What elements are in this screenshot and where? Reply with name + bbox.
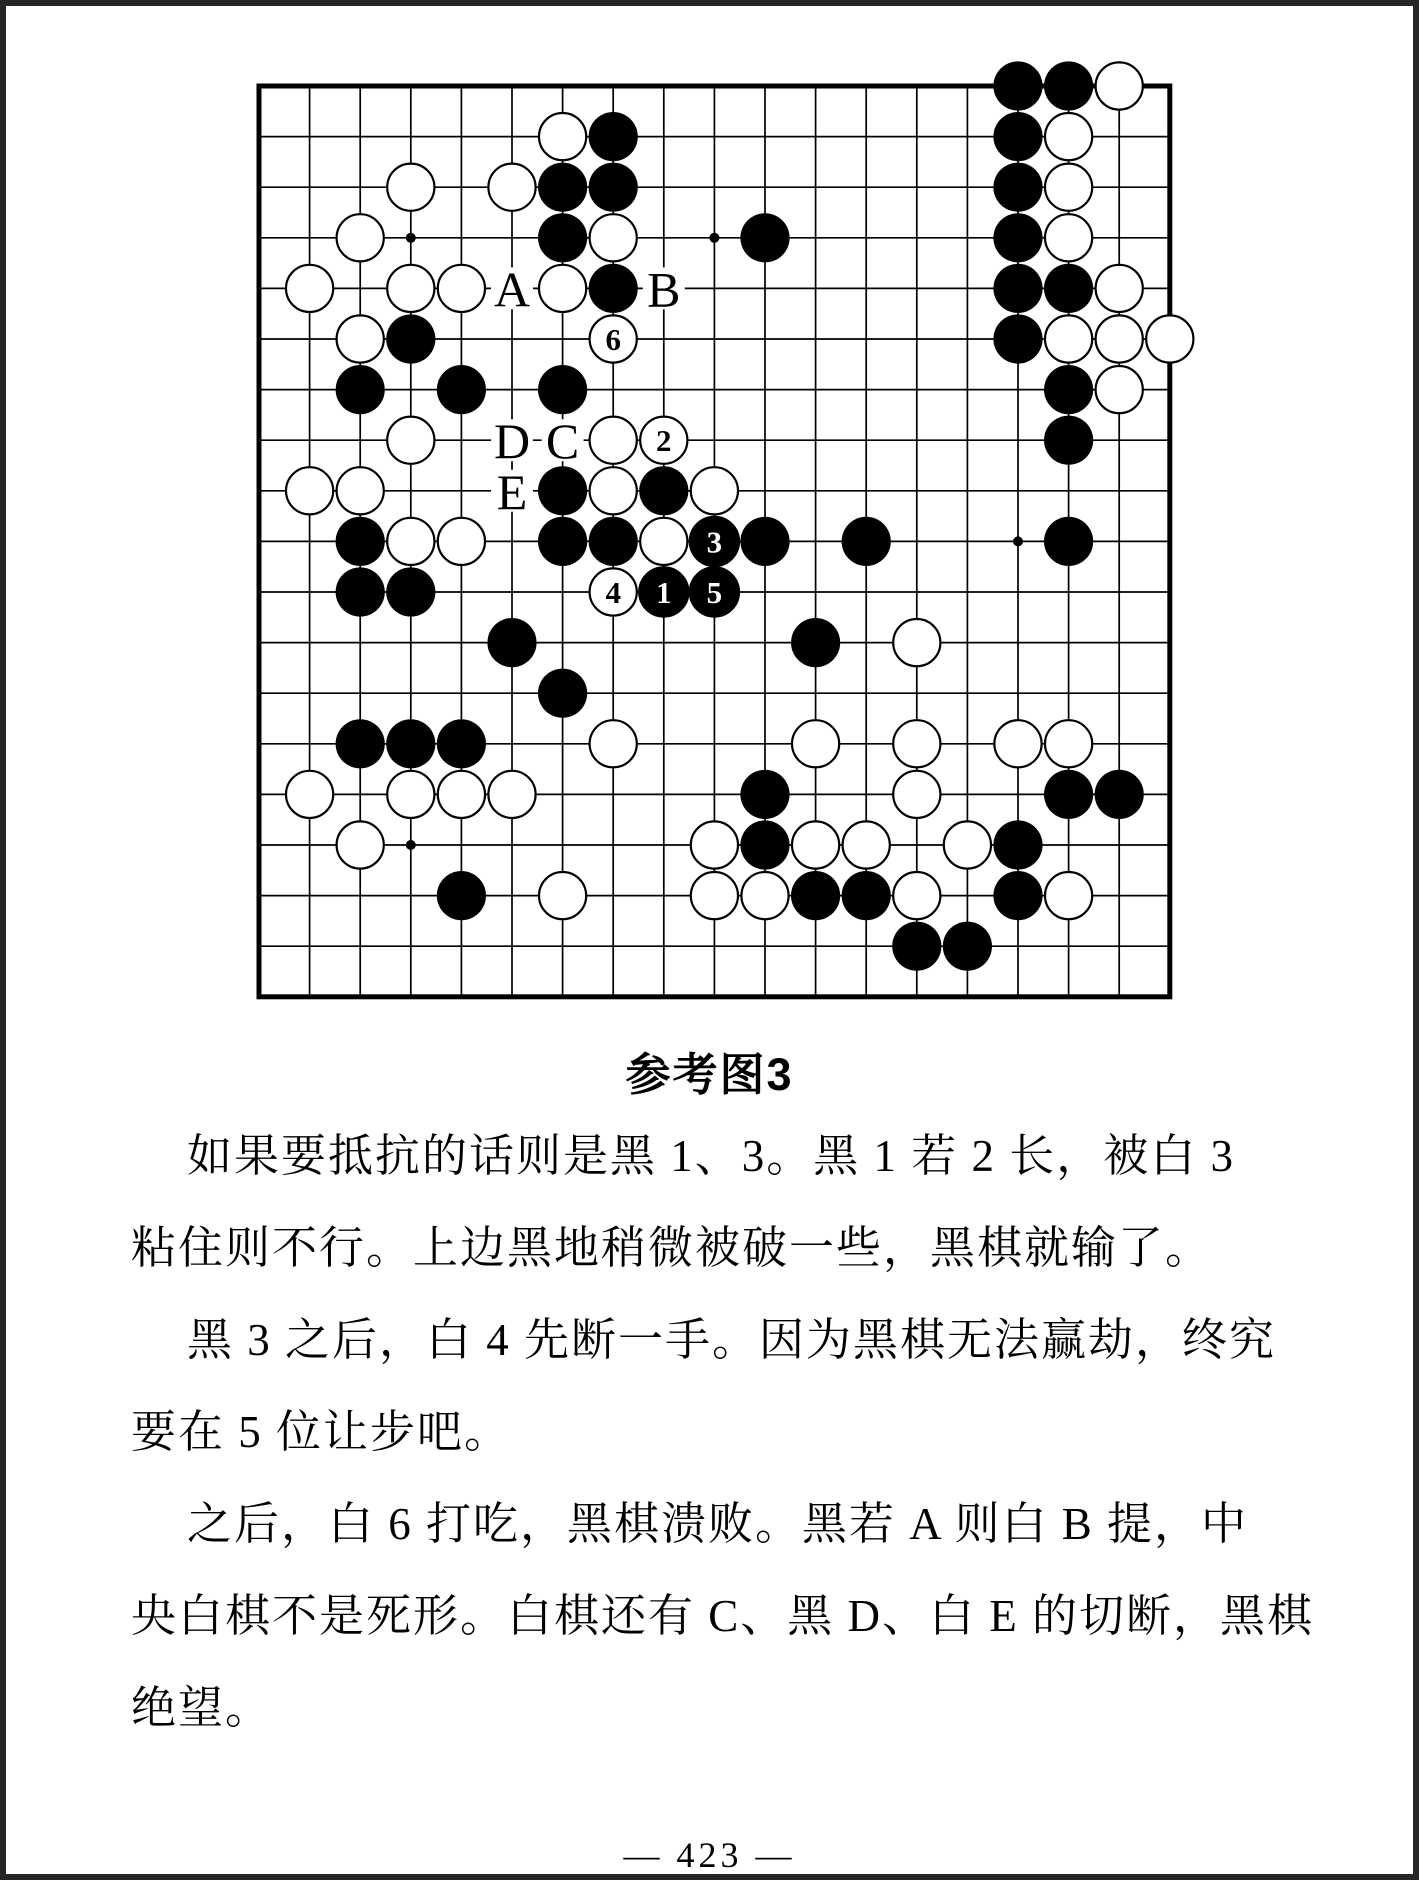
black-stone <box>538 163 587 212</box>
white-stone <box>438 518 485 565</box>
white-stone <box>337 467 384 514</box>
white-stone <box>387 265 434 312</box>
page-number: — 423 — <box>623 1835 796 1875</box>
white-stone <box>337 315 384 362</box>
point-label: C <box>545 413 580 470</box>
black-stone <box>336 719 385 768</box>
black-stone <box>791 618 840 667</box>
black-stone <box>589 163 638 212</box>
black-stone <box>842 871 891 920</box>
white-stone <box>1045 720 1092 767</box>
black-stone <box>1044 517 1093 566</box>
body-text-line: 黑 3 之后，白 4 先断一手。因为黑棋无法赢劫，终究 <box>187 1315 1277 1365</box>
black-stone <box>538 466 587 515</box>
white-stone <box>1045 214 1092 261</box>
black-stone <box>437 365 486 414</box>
white-stone <box>590 214 637 261</box>
star-point <box>1013 536 1023 546</box>
black-stone <box>993 112 1042 161</box>
white-stone <box>691 872 738 919</box>
white-stone <box>539 265 586 312</box>
black-stone <box>740 213 789 262</box>
white-stone <box>792 821 839 868</box>
white-stone <box>1096 62 1143 109</box>
body-text-line: 之后，白 6 打吃，黑棋溃败。黑若 A 则白 B 提，中 <box>187 1499 1249 1549</box>
black-stone <box>386 719 435 768</box>
black-stone <box>538 517 587 566</box>
white-stone <box>438 265 485 312</box>
white-stone <box>387 518 434 565</box>
white-stone <box>1146 315 1193 362</box>
diagram-caption: 参考图3 <box>625 1049 794 1100</box>
body-text-line: 如果要抵抗的话则是黑 1、3。黑 1 若 2 长，被白 3 <box>187 1131 1236 1181</box>
black-stone <box>943 922 992 971</box>
white-stone <box>337 821 384 868</box>
white-stone <box>944 821 991 868</box>
black-stone <box>791 871 840 920</box>
black-stone <box>336 567 385 616</box>
black-stone <box>538 669 587 718</box>
white-stone <box>741 872 788 919</box>
star-point <box>709 233 719 243</box>
move-number: 1 <box>656 574 672 610</box>
black-stone <box>993 163 1042 212</box>
body-text-line: 粘住则不行。上边黑地稍微被破一些，黑棋就输了。 <box>131 1223 1213 1273</box>
black-stone <box>487 618 536 667</box>
black-stone <box>993 314 1042 363</box>
white-stone <box>337 214 384 261</box>
white-stone <box>488 771 535 818</box>
black-stone <box>993 820 1042 869</box>
white-stone <box>286 771 333 818</box>
move-number: 2 <box>656 423 672 459</box>
black-stone <box>993 871 1042 920</box>
black-stone <box>1044 770 1093 819</box>
black-stone <box>740 517 789 566</box>
black-stone <box>538 213 587 262</box>
white-stone <box>843 821 890 868</box>
white-stone <box>1045 113 1092 160</box>
black-stone <box>386 314 435 363</box>
black-stone <box>1044 416 1093 465</box>
black-stone <box>437 871 486 920</box>
white-stone <box>691 467 738 514</box>
black-stone <box>1044 365 1093 414</box>
white-stone <box>893 771 940 818</box>
black-stone <box>1044 61 1093 110</box>
move-number: 4 <box>605 574 621 610</box>
star-point <box>406 233 416 243</box>
white-stone <box>691 821 738 868</box>
white-stone <box>590 417 637 464</box>
point-label: D <box>493 413 531 470</box>
white-stone <box>590 720 637 767</box>
white-stone <box>387 164 434 211</box>
point-label: E <box>496 463 528 520</box>
black-stone <box>589 112 638 161</box>
black-stone <box>386 567 435 616</box>
black-stone <box>336 517 385 566</box>
white-stone <box>1096 366 1143 413</box>
black-stone <box>1095 770 1144 819</box>
black-stone <box>589 264 638 313</box>
white-stone <box>286 265 333 312</box>
move-number: 6 <box>605 321 621 357</box>
white-stone <box>893 720 940 767</box>
white-stone <box>893 872 940 919</box>
body-text-line: 央白棋不是死形。白棋还有 C、黑 D、白 E 的切断，黑棋 <box>131 1591 1315 1641</box>
black-stone <box>437 719 486 768</box>
white-stone <box>438 771 485 818</box>
white-stone <box>539 113 586 160</box>
white-stone <box>792 720 839 767</box>
body-text-line: 要在 5 位让步吧。 <box>131 1407 512 1457</box>
white-stone <box>1045 164 1092 211</box>
go-board-svg <box>231 58 1201 1026</box>
black-stone <box>740 770 789 819</box>
black-stone <box>740 820 789 869</box>
white-stone <box>1045 315 1092 362</box>
black-stone <box>1044 264 1093 313</box>
black-stone <box>639 466 688 515</box>
black-stone <box>538 365 587 414</box>
white-stone <box>1096 265 1143 312</box>
go-board-diagram <box>231 58 1201 1026</box>
point-label: B <box>647 261 681 318</box>
white-stone <box>994 720 1041 767</box>
commentary-text <box>131 1110 1315 1754</box>
white-stone <box>1045 872 1092 919</box>
star-point <box>406 840 416 850</box>
white-stone <box>488 164 535 211</box>
white-stone <box>590 467 637 514</box>
black-stone <box>993 213 1042 262</box>
black-stone <box>993 264 1042 313</box>
black-stone <box>892 922 941 971</box>
move-number: 3 <box>706 524 723 560</box>
white-stone <box>387 771 434 818</box>
move-number: 5 <box>706 574 723 610</box>
body-text-line: 绝望。 <box>131 1683 273 1733</box>
white-stone <box>1096 315 1143 362</box>
white-stone <box>640 518 687 565</box>
white-stone <box>893 619 940 666</box>
point-label: A <box>493 261 531 318</box>
black-stone <box>842 517 891 566</box>
black-stone <box>336 365 385 414</box>
black-stone <box>589 517 638 566</box>
white-stone <box>539 872 586 919</box>
white-stone <box>286 467 333 514</box>
black-stone <box>993 61 1042 110</box>
white-stone <box>387 417 434 464</box>
